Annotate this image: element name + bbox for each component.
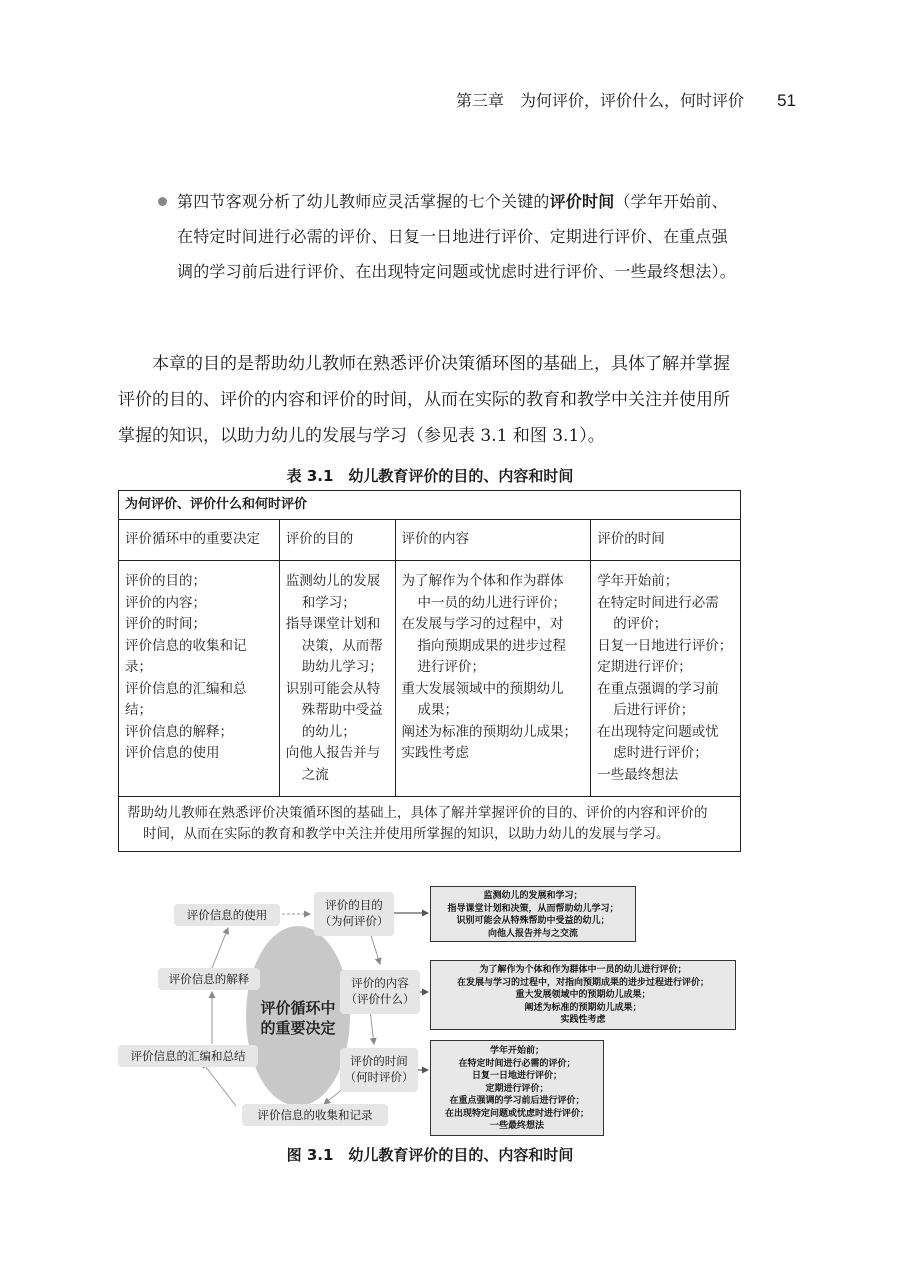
node-time: 评价的时间 （何时评价）	[340, 1048, 418, 1092]
table-3-1	[118, 490, 741, 852]
column-header: 评价循环中的重要决定	[119, 520, 280, 561]
purpose-cell: 监测幼儿的发展 和学习； 指导课堂计划和 决策，从而帮 助幼儿学习； 识别可能会从特 殊帮助中受益 的幼儿； 向他人报告并与 之流	[279, 561, 395, 797]
node-interpret: 评价信息的解释	[158, 968, 260, 990]
time-cell: 学年开始前； 在特定时间进行必需 的评价； 日复一日地进行评价； 定期进行评价； 在重点强调的学习前 后进行评价； 在出现特定问题或忧 虑时进行评价； 一些最终想法	[591, 561, 741, 797]
arrow-interpret-to-use	[212, 928, 228, 968]
table-footer: 帮助幼儿教师在熟悉评价决策循环图的基础上，具体了解并掌握评价的目的、评价的内容和评价的 时间，从而在实际的教育和教学中关注并使用所掌握的知识，以助力幼儿的发展与学习。	[119, 797, 741, 852]
chapter-title: 第三章 为何评价，评价什么，何时评价	[456, 91, 745, 110]
node-compile: 评价信息的汇编和总结	[118, 1045, 258, 1067]
bullet-dot-icon	[158, 197, 167, 206]
bullet-bold-term: 评价时间	[549, 192, 615, 211]
box-time: 学年开始前； 在特定时间进行必需的评价； 日复一日地进行评价； 定期进行评价； 在重点强调的学习前后进行评价； 在出现特定问题或忧虑时进行评价； 一些最终想法	[430, 1040, 604, 1136]
bullet-item	[158, 184, 738, 289]
box-content: 为了解作为个体和作为群体中一员的幼儿进行评价； 在发展与学习的过程中，对指向预期成果的进步过程进行评价； 重大发展领域中的预期幼儿成果； 阐述为标准的预期幼儿成果； 实践性考虑	[430, 960, 736, 1030]
table-top-header: 为何评价、评价什么和何时评价	[119, 491, 741, 520]
decisions-cell: 评价的目的； 评价的内容； 评价的时间； 评价信息的收集和记录； 评价信息的汇编和总结； 评价信息的解释； 评价信息的使用	[119, 561, 280, 797]
figure-caption: 图 3.1 幼儿教育评价的目的、内容和时间	[286, 1146, 574, 1164]
node-use: 评价信息的使用	[174, 904, 280, 926]
column-header: 评价的目的	[279, 520, 395, 561]
node-purpose: 评价的目的 （为何评价）	[314, 892, 394, 936]
arrow-content-to-time	[370, 1010, 374, 1044]
body-paragraph: 本章的目的是帮助幼儿教师在熟悉评价决策循环图的基础上，具体了解并掌握评价的目的、评价的内容和评价的时间，从而在实际的教育和教学中关注并使用所掌握的知识，以助力幼儿的发展与学习（参见表 3.1 和图 3.1）。	[118, 354, 730, 446]
running-header	[456, 86, 796, 116]
column-header: 评价的内容	[395, 520, 591, 561]
figure-3-1	[118, 880, 742, 1142]
center-label: 评价循环中 的重要决定	[260, 999, 336, 1037]
box-purpose: 监测幼儿的发展和学习； 指导课堂计划和决策，从而帮助幼儿学习； 识别可能会从特殊帮助中受益的幼儿； 向他人报告并与之交流	[430, 886, 636, 942]
arrow-collect-to-compile	[202, 1062, 236, 1106]
bullet-text: 第四节客观分析了幼儿教师应灵活掌握的七个关键的评价时间（学年开始前、在特定时间进行必需的评价、日复一日地进行评价、定期进行评价、在重点强调的学习前后进行评价、在出现特定问题或忧虑时进行评价、一些最终想法）。	[177, 192, 737, 281]
node-content: 评价的内容 （评价什么）	[340, 970, 420, 1014]
column-header: 评价的时间	[591, 520, 741, 561]
page-number: 51	[777, 91, 796, 110]
node-collect: 评价信息的收集和记录	[242, 1104, 388, 1126]
table-caption: 表 3.1 幼儿教育评价的目的、内容和时间	[286, 467, 574, 485]
content-cell: 为了解作为个体和作为群体 中一员的幼儿进行评价； 在发展与学习的过程中，对 指向预期成果的进步过程 进行评价； 重大发展领域中的预期幼儿 成果； 阐述为标准的预期幼儿成果； 实践性考虑	[395, 561, 591, 797]
